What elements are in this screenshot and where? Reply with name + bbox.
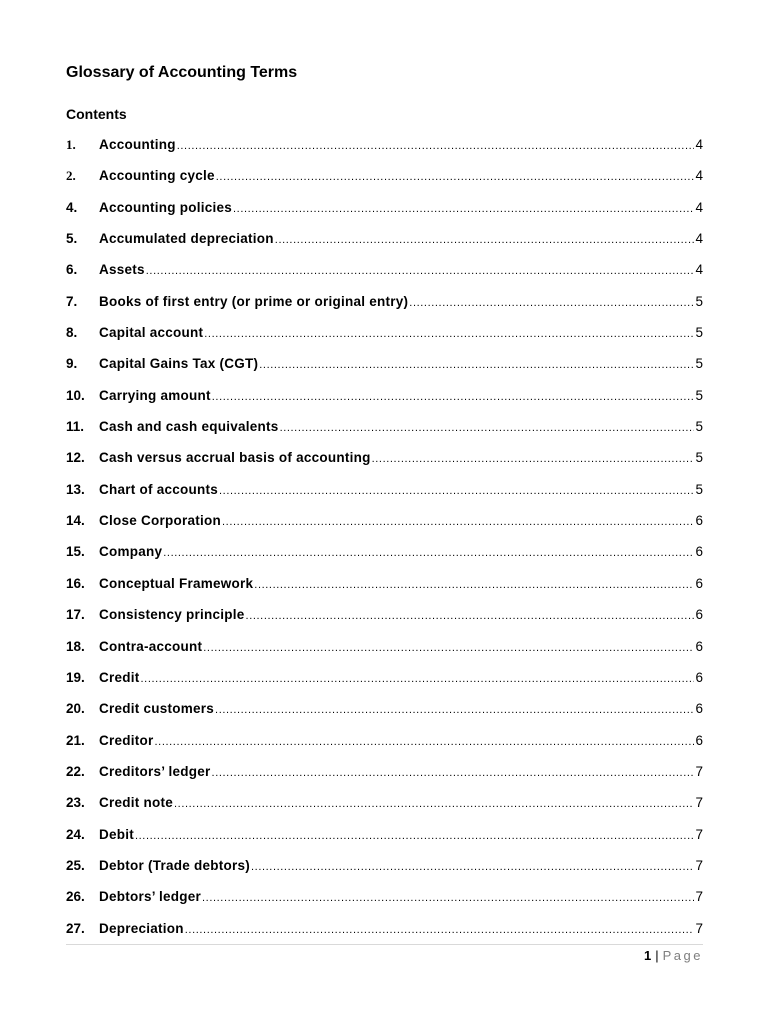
toc-entry-label: Accumulated depreciation	[99, 231, 274, 247]
toc-entry-page: 4	[695, 137, 703, 152]
toc-entry-page: 7	[695, 795, 703, 811]
toc-entry-page: 6	[695, 701, 703, 717]
toc-entry-label: Debtor (Trade debtors)	[99, 857, 251, 873]
toc-dot-leader	[409, 293, 694, 313]
toc-entry[interactable]	[66, 605, 703, 636]
toc-entry[interactable]	[66, 135, 703, 166]
toc-entry[interactable]	[66, 448, 703, 479]
toc-dot-leader	[204, 324, 694, 344]
toc-dot-leader	[259, 355, 694, 375]
toc-entry[interactable]	[66, 793, 703, 824]
toc-entry-number: 15.	[66, 544, 85, 560]
toc-entry-page: 4	[695, 168, 703, 184]
toc-entry-label: Capital account	[99, 325, 204, 341]
toc-entry[interactable]	[66, 198, 703, 229]
toc-entry[interactable]	[66, 260, 703, 291]
toc-entry-label: Conceptual Framework	[99, 575, 254, 591]
toc-dot-leader	[251, 857, 694, 877]
toc-entry[interactable]	[66, 292, 703, 323]
toc-entry-label: Accounting	[99, 137, 176, 152]
toc-entry-page: 6	[695, 732, 703, 748]
toc-entry-page: 5	[695, 293, 703, 309]
toc-entry-label: Creditor	[99, 732, 154, 748]
toc-entry[interactable]	[66, 417, 703, 448]
toc-entry-page: 6	[695, 638, 703, 654]
toc-entry-number: 24.	[66, 826, 85, 842]
toc-entry[interactable]	[66, 699, 703, 730]
toc-entry-number: 10.	[66, 387, 85, 403]
toc-entry-label: Credit	[99, 669, 140, 685]
toc-entry-number: 7.	[66, 293, 78, 309]
toc-entry[interactable]	[66, 386, 703, 417]
toc-dot-leader	[280, 418, 695, 438]
toc-entry-page: 7	[695, 826, 703, 842]
toc-dot-leader	[141, 669, 695, 689]
toc-entry-number: 9.	[66, 356, 78, 372]
toc-entry-label: Cash versus accrual basis of accounting	[99, 450, 371, 466]
toc-entry-label: Accounting policies	[99, 199, 233, 215]
toc-entry-number: 6.	[66, 262, 78, 278]
toc-entry[interactable]	[66, 323, 703, 354]
toc-entry[interactable]	[66, 480, 703, 511]
toc-entry-number: 19.	[66, 669, 85, 685]
toc-dot-leader	[246, 606, 695, 626]
toc-entry-label: Consistency principle	[99, 607, 245, 623]
toc-entry[interactable]	[66, 574, 703, 605]
toc-dot-leader	[275, 230, 695, 250]
toc-dot-leader	[177, 136, 695, 156]
toc-dot-leader	[372, 449, 695, 469]
footer-page-number: 1	[644, 948, 652, 963]
toc-entry-page: 7	[695, 889, 703, 905]
toc-entry-page: 5	[695, 356, 703, 372]
toc-entry[interactable]	[66, 637, 703, 668]
toc-entry-label: Accounting cycle	[99, 168, 215, 184]
toc-entry-page: 5	[695, 419, 703, 435]
toc-entry-number: 18.	[66, 638, 85, 654]
toc-entry-number: 21.	[66, 732, 85, 748]
contents-heading: Contents	[66, 106, 127, 122]
toc-entry-number: 25.	[66, 857, 85, 873]
toc-entry-label: Debtors’ ledger	[99, 889, 202, 905]
toc-entry-page: 6	[695, 669, 703, 685]
toc-dot-leader	[219, 481, 694, 501]
toc-entry-number: 14.	[66, 513, 85, 529]
toc-dot-leader	[203, 638, 694, 658]
footer-page-word: Page	[662, 948, 703, 963]
toc-dot-leader	[233, 199, 694, 219]
toc-entry-number: 20.	[66, 701, 85, 717]
toc-entry-number: 12.	[66, 450, 85, 466]
toc-entry-page: 5	[695, 325, 703, 341]
toc-entry[interactable]	[66, 542, 703, 573]
toc-entry-page: 6	[695, 607, 703, 623]
toc-entry-page: 5	[695, 450, 703, 466]
toc-entry[interactable]	[66, 668, 703, 699]
page-footer	[644, 948, 703, 964]
toc-entry[interactable]	[66, 919, 703, 950]
toc-entry-number: 27.	[66, 920, 85, 936]
toc-entry-label: Company	[99, 544, 163, 560]
toc-entry-page: 7	[695, 763, 703, 779]
toc-dot-leader	[215, 700, 694, 720]
toc-entry-label: Chart of accounts	[99, 481, 219, 497]
toc-entry-page: 7	[695, 857, 703, 873]
toc-entry-number: 2.	[66, 168, 76, 184]
toc-entry-label: Contra-account	[99, 638, 203, 654]
toc-entry-label: Debit	[99, 826, 134, 842]
toc-entry-label: Credit customers	[99, 701, 215, 717]
toc-entry-page: 5	[695, 481, 703, 497]
footer-separator: |	[655, 948, 659, 963]
toc-entry-number: 22.	[66, 763, 85, 779]
toc-entry-label: Cash and cash equivalents	[99, 419, 279, 435]
footer-divider	[66, 944, 703, 945]
toc-entry-number: 13.	[66, 481, 85, 497]
toc-entry-label: Carrying amount	[99, 387, 211, 403]
toc-dot-leader	[222, 512, 694, 532]
toc-entry-label: Depreciation	[99, 920, 184, 936]
toc-entry-page: 7	[695, 920, 703, 936]
toc-dot-leader	[202, 888, 694, 908]
toc-entry[interactable]	[66, 511, 703, 542]
toc-entry-label: Credit note	[99, 795, 174, 811]
document-page	[66, 0, 703, 1024]
toc-entry[interactable]	[66, 731, 703, 762]
toc-dot-leader	[212, 387, 695, 407]
toc-entry-number: 1.	[66, 137, 76, 152]
toc-entry[interactable]	[66, 856, 703, 887]
toc-dot-leader	[212, 763, 695, 783]
toc-entry-label: Capital Gains Tax (CGT)	[99, 356, 259, 372]
toc-dot-leader	[155, 732, 695, 752]
toc-entry-number: 4.	[66, 199, 78, 215]
toc-entry[interactable]	[66, 166, 703, 197]
toc-entry-page: 6	[695, 575, 703, 591]
toc-entry[interactable]	[66, 825, 703, 856]
toc-dot-leader	[216, 167, 695, 187]
toc-entry-page: 6	[695, 544, 703, 560]
table-of-contents	[66, 135, 703, 950]
document-title: Glossary of Accounting Terms	[66, 64, 298, 81]
toc-entry-label: Close Corporation	[99, 513, 222, 529]
toc-entry[interactable]	[66, 229, 703, 260]
toc-entry-page: 4	[695, 262, 703, 278]
toc-entry-page: 4	[695, 231, 703, 247]
toc-entry-number: 17.	[66, 607, 85, 623]
toc-dot-leader	[254, 575, 694, 595]
toc-entry-page: 4	[695, 199, 703, 215]
toc-entry-number: 26.	[66, 889, 85, 905]
toc-dot-leader	[185, 920, 695, 940]
toc-entry-number: 5.	[66, 231, 78, 247]
toc-entry[interactable]	[66, 887, 703, 918]
toc-dot-leader	[135, 826, 694, 846]
toc-entry-number: 16.	[66, 575, 85, 591]
toc-dot-leader	[163, 543, 694, 563]
toc-entry-page: 5	[695, 387, 703, 403]
toc-entry-number: 11.	[66, 419, 85, 435]
toc-entry-label: Creditors’ ledger	[99, 763, 211, 779]
toc-entry[interactable]	[66, 762, 703, 793]
toc-dot-leader	[146, 261, 695, 281]
toc-entry-number: 8.	[66, 325, 78, 341]
toc-entry-label: Assets	[99, 262, 145, 278]
toc-dot-leader	[174, 794, 694, 814]
toc-entry-number: 23.	[66, 795, 85, 811]
toc-entry-label: Books of first entry (or prime or original entry)	[99, 293, 409, 309]
toc-entry[interactable]	[66, 354, 703, 385]
toc-entry-page: 6	[695, 513, 703, 529]
